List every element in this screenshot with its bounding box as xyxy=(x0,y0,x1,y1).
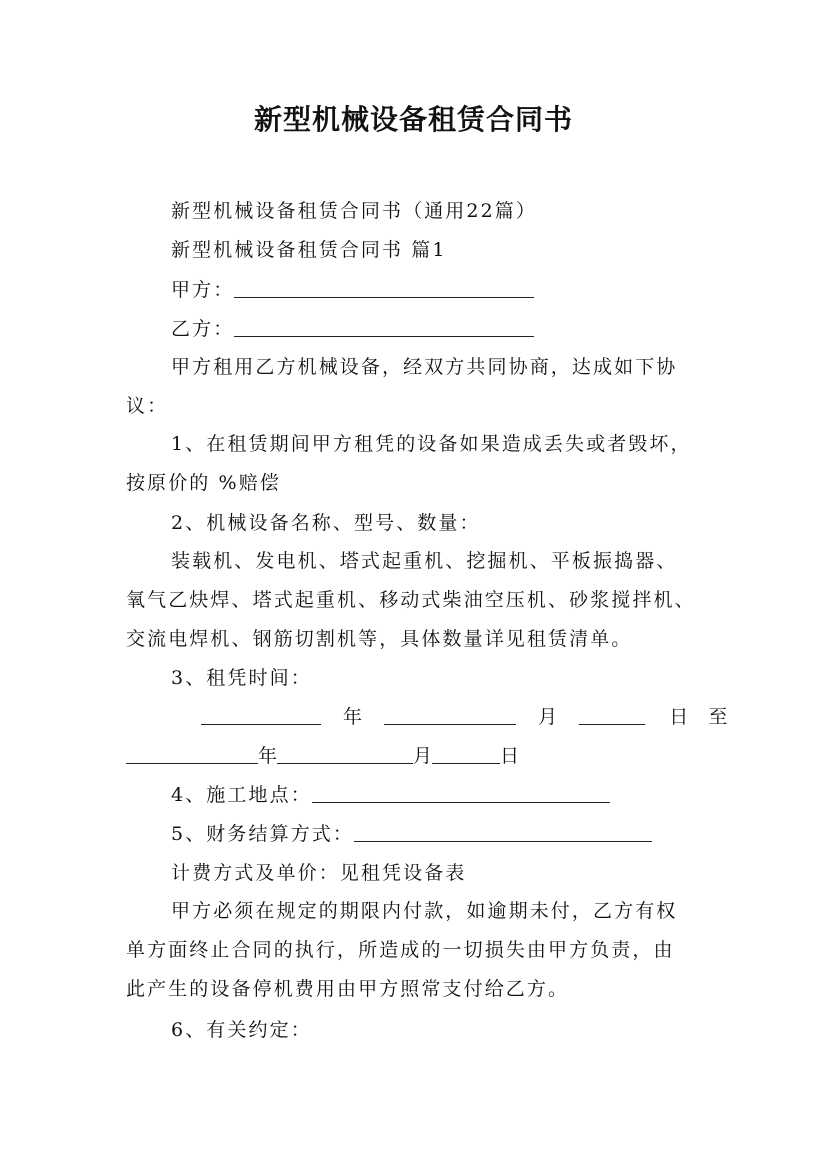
item1-line-2: 按原价的 %赔偿 xyxy=(126,472,281,494)
item2-label: 2、机械设备名称、型号、数量： xyxy=(171,512,481,534)
payment-line-1: 甲方必须在规定的期限内付款，如逾期未付，乙方有权 xyxy=(171,900,678,922)
settlement-method-blank xyxy=(354,821,652,842)
party-a-label: 甲方： xyxy=(171,279,235,301)
item4-line xyxy=(171,782,761,808)
document-title: 新型机械设备租赁合同书 xyxy=(253,103,573,136)
item5-label: 5、财务结算方式： xyxy=(171,823,354,845)
site-location-blank xyxy=(312,782,610,803)
item5-line xyxy=(171,821,761,847)
item4-label: 4、施工地点： xyxy=(171,784,312,806)
date-to-text: 至 xyxy=(708,706,728,728)
party-a-blank xyxy=(234,277,534,298)
payment-line-3: 此产生的设备停机费用由甲方照常支付给乙方。 xyxy=(126,978,570,1000)
start-year-blank xyxy=(201,704,321,725)
end-year-blank xyxy=(126,743,258,764)
date-range-line-2 xyxy=(126,743,716,769)
part-heading: 新型机械设备租赁合同书 篇1 xyxy=(171,239,447,261)
subtitle-line: 新型机械设备租赁合同书（通用22篇） xyxy=(171,200,537,222)
start-month-blank xyxy=(384,704,516,725)
fee-line: 计费方式及单价：见租凭设备表 xyxy=(171,862,467,884)
end-year-unit: 年 xyxy=(258,745,278,767)
start-month-unit: 月 xyxy=(538,706,558,728)
item1-line-1: 1、在租赁期间甲方租凭的设备如果造成丢失或者毁坏， xyxy=(171,433,692,455)
end-month-blank xyxy=(277,743,413,764)
intro-line-1: 甲方租用乙方机械设备，经双方共同协商，达成如下协 xyxy=(171,356,678,378)
party-b-line xyxy=(171,316,761,342)
payment-line-2: 单方面终止合同的执行，所造成的一切损失由甲方负责，由 xyxy=(126,939,675,961)
start-year-unit: 年 xyxy=(343,706,363,728)
date-range-line-1 xyxy=(201,704,728,730)
equipment-line-3: 交流电焊机、钢筋切割机等，具体数量详见租赁清单。 xyxy=(126,628,633,650)
start-day-unit: 日 xyxy=(669,706,689,728)
equipment-line-1: 装载机、发电机、塔式起重机、挖掘机、平板振捣器、 xyxy=(171,550,678,572)
intro-line-2: 议： xyxy=(126,395,169,417)
party-a-line xyxy=(171,277,761,303)
equipment-line-2: 氧气乙炔焊、塔式起重机、移动式柴油空压机、砂浆搅拌机、 xyxy=(126,589,696,611)
start-day-blank xyxy=(579,704,645,725)
party-b-label: 乙方： xyxy=(171,318,235,340)
item6-label: 6、有关约定： xyxy=(171,1019,312,1041)
end-day-blank xyxy=(432,743,500,764)
end-day-unit: 日 xyxy=(500,745,520,767)
party-b-blank xyxy=(234,316,534,337)
item3-label: 3、租凭时间： xyxy=(171,667,312,689)
end-month-unit: 月 xyxy=(413,745,433,767)
